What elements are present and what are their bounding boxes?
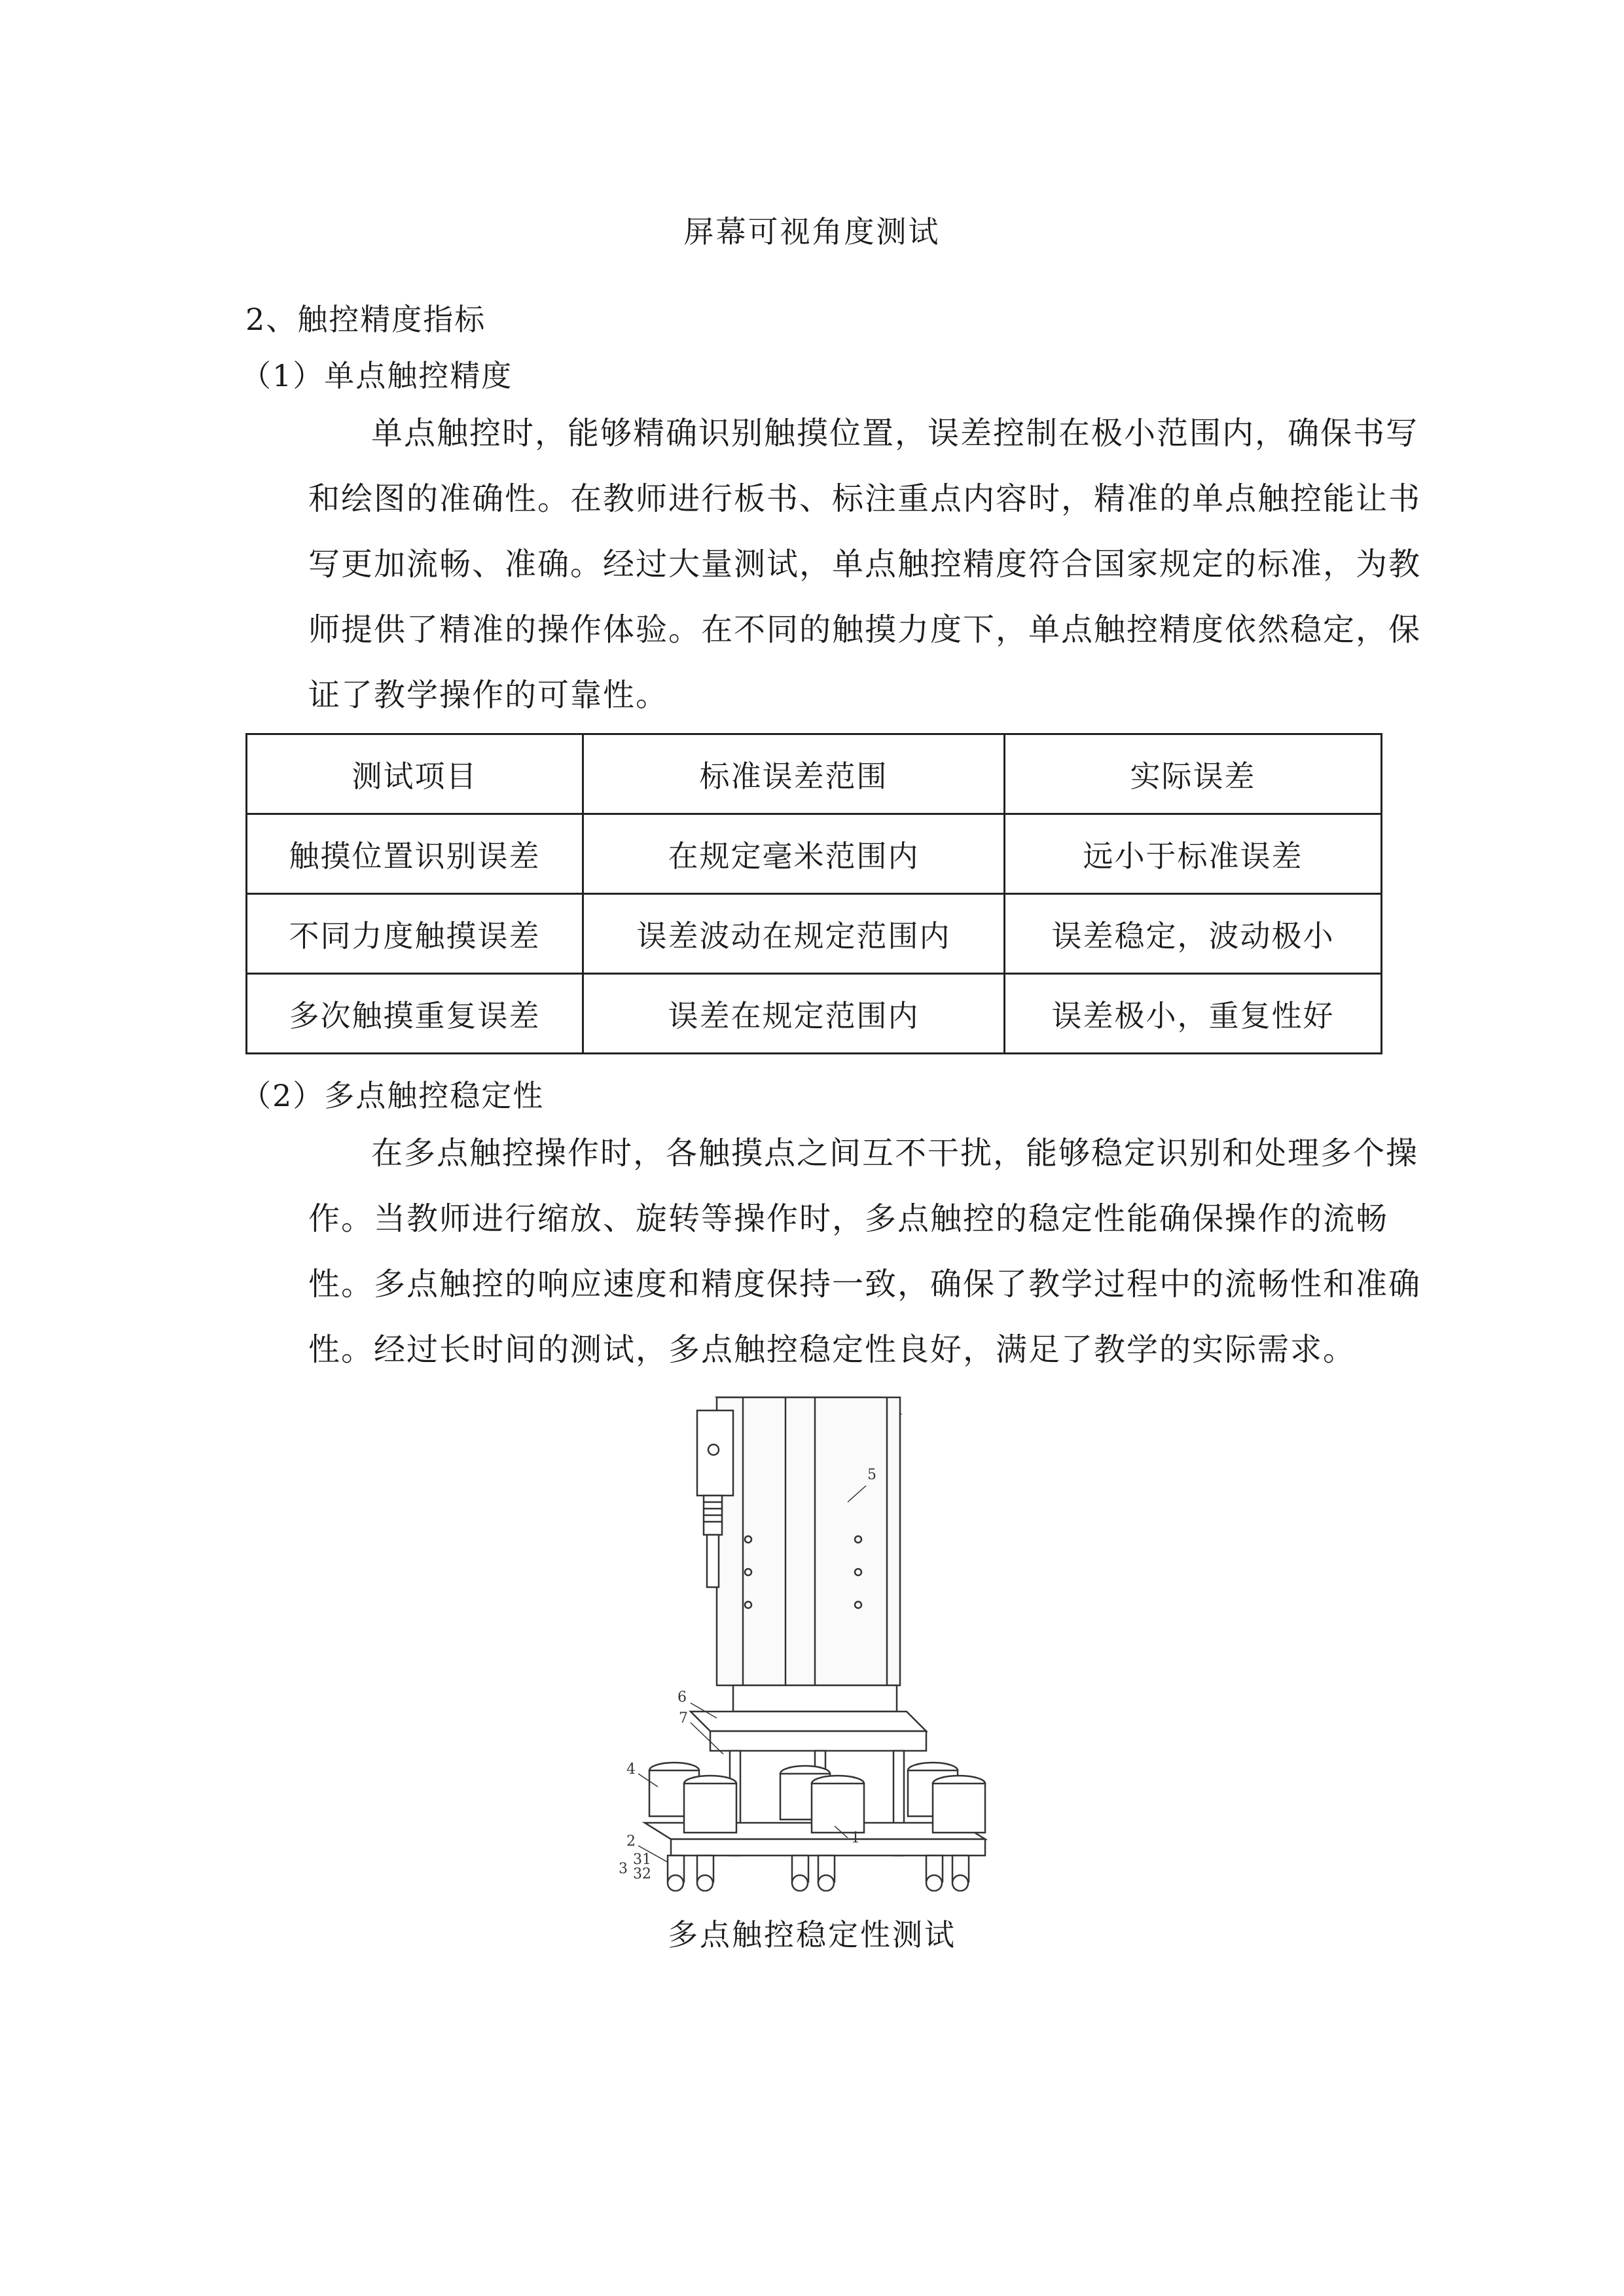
paragraph-line: 在多点触控操作时，各触摸点之间互不干扰，能够稳定识别和处理多个操 [371, 1135, 1419, 1172]
figure-label: 31 [633, 1852, 651, 1868]
figure-label: 5 [867, 1467, 876, 1483]
paragraph-line: 师提供了精准的操作体验。在不同的触摸力度下，单点触控精度依然稳定，保 [308, 611, 1422, 648]
figure-label: 4 [626, 1761, 636, 1778]
table-cell: 多次触摸重复误差 [247, 974, 583, 1054]
table-header-cell: 测试项目 [247, 734, 583, 814]
table-header-cell: 实际误差 [1004, 734, 1381, 814]
subsection-1-heading: （1）单点触控精度 [241, 358, 513, 393]
figure-label: 2 [626, 1833, 636, 1850]
prev-figure-caption: 屏幕可视角度测试 [683, 214, 941, 249]
table-cell: 误差波动在规定范围内 [583, 894, 1005, 974]
table-cell: 触摸位置识别误差 [247, 814, 583, 894]
multi-touch-device-drawing [619, 1388, 1011, 1892]
paragraph-line: 性。多点触控的响应速度和精度保持一致，确保了教学过程中的流畅性和准确 [308, 1266, 1422, 1302]
table-cell: 误差在规定范围内 [583, 974, 1005, 1054]
table-cell: 不同力度触摸误差 [247, 894, 583, 974]
paragraph-line: 作。当教师进行缩放、旋转等操作时，多点触控的稳定性能确保操作的流畅 [308, 1200, 1389, 1237]
table-cell: 误差稳定，波动极小 [1004, 894, 1381, 974]
paragraph-line: 单点触控时，能够精确识别触摸位置，误差控制在极小范围内，确保书写 [371, 415, 1419, 452]
subsection-1-paragraph [245, 401, 1422, 728]
figure-label: 3 [619, 1861, 628, 1877]
table-cell: 在规定毫米范围内 [583, 814, 1005, 894]
subsection-2-paragraph [245, 1121, 1422, 1382]
table-header-cell: 标准误差范围 [583, 734, 1005, 814]
figure-caption: 多点触控稳定性测试 [668, 1917, 956, 1952]
paragraph-line: 性。经过长时间的测试，多点触控稳定性良好，满足了教学的实际需求。 [308, 1331, 1356, 1368]
touch-accuracy-table [245, 733, 1382, 1054]
figure-label: 6 [677, 1689, 687, 1706]
table-header-row [247, 734, 1382, 814]
figure-label: 32 [633, 1866, 651, 1882]
figure-label: 1 [851, 1830, 860, 1846]
table-row [247, 894, 1382, 974]
table-row [247, 814, 1382, 894]
table-cell: 远小于标准误差 [1004, 814, 1381, 894]
table-row [247, 974, 1382, 1054]
table-cell: 误差极小，重复性好 [1004, 974, 1381, 1054]
paragraph-line: 和绘图的准确性。在教师进行板书、标注重点内容时，精准的单点触控能让书 [308, 480, 1422, 517]
section-heading: 2、触控精度指标 [245, 302, 486, 337]
paragraph-line: 写更加流畅、准确。经过大量测试，单点触控精度符合国家规定的标准，为教 [308, 546, 1422, 583]
subsection-2-heading: （2）多点触控稳定性 [241, 1078, 545, 1113]
figure-label: 7 [679, 1710, 688, 1727]
paragraph-line: 证了教学操作的可靠性。 [308, 677, 669, 713]
